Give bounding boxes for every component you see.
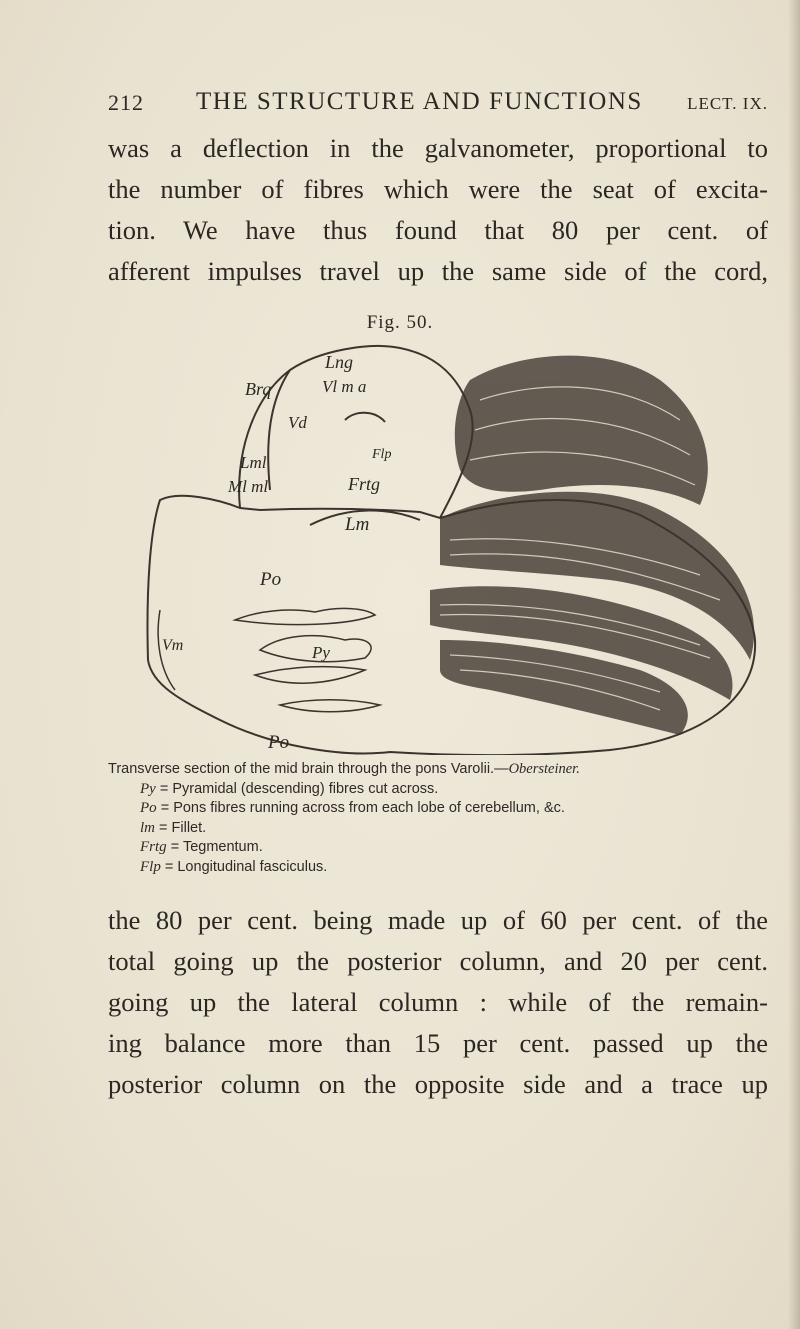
text-line: posterior column on the opposite side and a trace up bbox=[108, 1069, 768, 1099]
pons-bundle-left bbox=[235, 608, 375, 624]
text-line: the number of fibres which were the seat of excita- bbox=[108, 174, 768, 204]
key-text: = Longitudinal fasciculus. bbox=[164, 858, 328, 875]
caption-key-row bbox=[108, 780, 768, 800]
label-po-lower: Po bbox=[268, 732, 290, 753]
pons-bundle-bottom bbox=[280, 700, 380, 712]
lecture-label: LECT. IX. bbox=[687, 94, 768, 113]
dorsal-mass bbox=[455, 356, 708, 505]
key-text: = Tegmentum. bbox=[170, 839, 263, 856]
caption-author: Obersteiner. bbox=[508, 761, 580, 777]
label-lml: Lml bbox=[240, 453, 267, 472]
label-frtg: Frtg bbox=[348, 474, 381, 494]
label-lng: Lng bbox=[325, 352, 354, 372]
paragraph-bottom bbox=[108, 900, 768, 1105]
figure-label: Fig. 50. bbox=[366, 312, 434, 333]
text-line: afferent impulses travel up the same side of the cord, bbox=[108, 256, 768, 286]
label-py: Py bbox=[312, 643, 330, 662]
running-header bbox=[108, 88, 768, 122]
pons-bundle-lower bbox=[255, 667, 365, 684]
caption-key-row bbox=[108, 799, 768, 819]
key-abbr: Py bbox=[140, 780, 156, 797]
caption-title-text: Transverse section of the mid brain through the pons Varolii.— bbox=[108, 761, 509, 777]
figure-caption bbox=[108, 760, 768, 878]
text-line: was a deflection in the galvanometer, proportional to bbox=[108, 133, 768, 163]
label-brq: Brq bbox=[245, 379, 272, 399]
caption-key-row bbox=[108, 819, 768, 839]
label-vd: Vd bbox=[288, 413, 307, 432]
key-abbr: Flp bbox=[140, 858, 161, 875]
text-line: the 80 per cent. being made up of 60 per cent. of the bbox=[108, 905, 768, 935]
text-line: tion. We have thus found that 80 per cent. of bbox=[108, 215, 768, 245]
key-abbr: lm bbox=[140, 819, 155, 836]
key-abbr: Po bbox=[140, 800, 157, 817]
label-flp: Flp bbox=[372, 447, 392, 462]
pons-section-figure bbox=[140, 340, 780, 755]
label-lm: Lm bbox=[345, 514, 370, 535]
label-po-upper: Po bbox=[260, 569, 282, 590]
text-line: ing balance more than 15 per cent. passed up the bbox=[108, 1028, 768, 1058]
paragraph-top bbox=[108, 128, 768, 292]
key-text: = Pyramidal (descending) fibres cut across. bbox=[159, 780, 439, 797]
key-abbr: Frtg bbox=[140, 839, 167, 856]
caption-title bbox=[108, 760, 768, 780]
running-title: THE STRUCTURE AND FUNCTIONS bbox=[196, 88, 643, 115]
caption-key-row bbox=[108, 858, 768, 878]
aqueduct-outline bbox=[345, 413, 385, 422]
page-edge-shadow bbox=[788, 0, 800, 1329]
key-text: = Fillet. bbox=[159, 819, 207, 836]
page-number: 212 bbox=[108, 90, 144, 115]
text-line: going up the lateral column : while of the remain- bbox=[108, 987, 768, 1017]
caption-key-row bbox=[108, 838, 768, 858]
label-mlml: Ml ml bbox=[228, 477, 269, 496]
label-vm: Vm bbox=[162, 637, 184, 654]
label-vlma: Vl m a bbox=[322, 377, 367, 396]
key-text: = Pons fibres running across from each lobe of cerebellum, &c. bbox=[160, 800, 565, 817]
text-line: total going up the posterior column, and 20 per cent. bbox=[108, 946, 768, 976]
